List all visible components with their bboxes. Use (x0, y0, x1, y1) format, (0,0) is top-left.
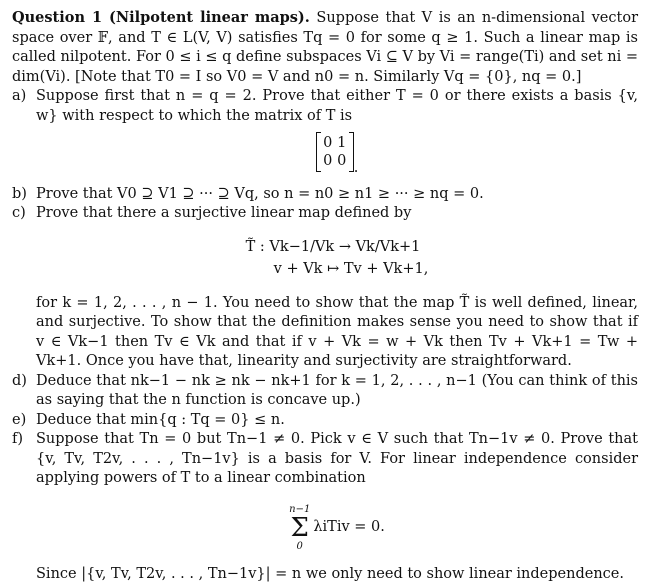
map-definition-line-2: v + Vk ↦ Tv + Vk+1, (246, 258, 429, 280)
sum-display (36, 495, 638, 559)
question-intro (12, 8, 638, 87)
question-page (12, 8, 638, 584)
matrix-entry: 1 (335, 134, 349, 152)
sum-upper-limit: n−1 (289, 503, 310, 516)
matrix-grid (321, 134, 349, 170)
part-f-text: Suppose that Tn = 0 but Tn−1 ≠ 0. Pick v ∈ V such that Tn−1v ≠ 0. Prove that {v, Tv, T2v, . . . , Tn−1v} is a basis for V. For linear independence consider applying powers of T to a linear combination (36, 431, 638, 486)
matrix-display (36, 132, 638, 179)
matrix-period: . (354, 160, 359, 176)
part-c-label: c) (12, 204, 26, 224)
matrix (316, 132, 354, 172)
question-intro-text: Suppose that V is an n-dimensional vector space over 𝔽, and T ∈ L(V, V) satisfies Tq = 0 for some q ≥ 1. Such a linear map is called nilpotent. For 0 ≤ i ≤ q define subspaces Vi ⊆ V by Vi = range(Ti) and set ni = dim(Vi). [Note that T0 = I so V0 = V and n0 = n. Similarly Vq = {0}, nq = 0.] (12, 10, 638, 85)
map-definition (246, 236, 429, 280)
part-a-label: a) (12, 87, 26, 107)
part-c-followup: for k = 1, 2, . . . , n − 1. You need to show that the map T̃ is well defined, linear, and surjective. To show that the definition makes sense you need to show that if v ∈ Vk−1 then Tv ∈ Vk and that if v + Vk = w + Vk then Tv + Vk+1 = Tw + Vk+1. Once you have that, linearity and surjectivity are straightforward. (36, 294, 638, 372)
part-c-text: Prove that there a surjective linear map defined by (36, 205, 411, 221)
part-a (12, 87, 638, 179)
part-e-label: e) (12, 411, 26, 431)
part-f (12, 430, 638, 584)
part-b (12, 185, 638, 205)
part-c (12, 204, 638, 372)
part-b-label: b) (12, 185, 27, 205)
part-d (12, 372, 638, 411)
part-e-text: Deduce that min{q : Tq = 0} ≤ n. (36, 412, 285, 428)
map-definition-display (36, 230, 638, 288)
part-e (12, 411, 638, 431)
sum-body: λiTiv = 0. (313, 518, 385, 538)
part-b-text: Prove that V0 ⊇ V1 ⊇ ··· ⊇ Vq, so n = n0 ≥ n1 ≥ ··· ≥ nq = 0. (36, 186, 484, 202)
summation (289, 503, 310, 553)
map-definition-line-1: T̃ : Vk−1/Vk → Vk/Vk+1 (246, 236, 429, 258)
matrix-entry: 0 (321, 134, 335, 152)
part-d-label: d) (12, 372, 27, 392)
part-d-text: Deduce that nk−1 − nk ≥ nk − nk+1 for k = 1, 2, . . . , n−1 (You can think of this as saying that the n function is concave up.) (36, 373, 638, 409)
matrix-entry: 0 (335, 152, 349, 170)
sum-lower-limit: 0 (297, 540, 303, 553)
part-f-closing: Since |{v, Tv, T2v, . . . , Tn−1v}| = n we only need to show linear independence. (36, 565, 638, 584)
sigma-symbol: Σ (291, 516, 309, 540)
part-a-text: Suppose first that n = q = 2. Prove that either T = 0 or there exists a basis {v, w} with respect to which the matrix of T is (36, 88, 638, 124)
sum-expression (289, 503, 385, 553)
part-f-label: f) (12, 430, 23, 450)
matrix-entry: 0 (321, 152, 335, 170)
question-title: Question 1 (Nilpotent linear maps). (12, 9, 310, 26)
